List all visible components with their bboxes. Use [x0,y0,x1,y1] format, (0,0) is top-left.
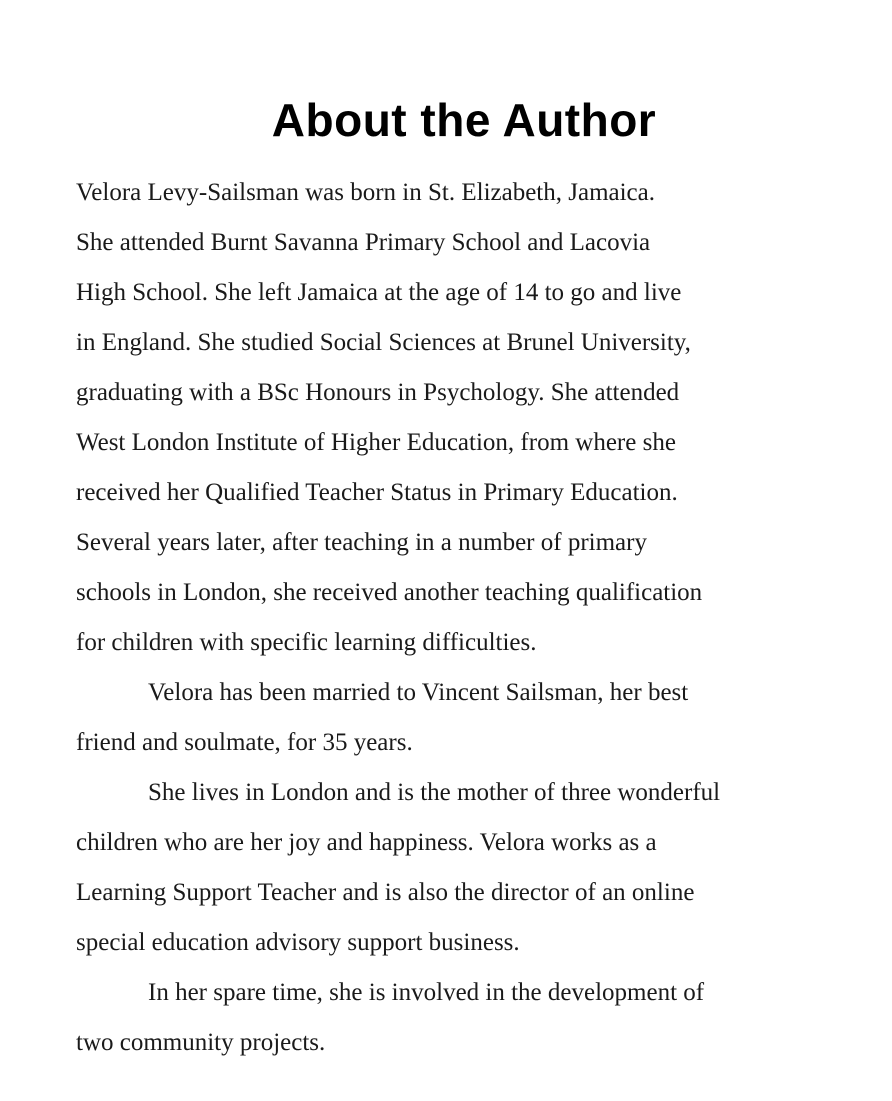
bio-line: She lives in London and is the mother of three wonderful [148,779,721,806]
author-bio [76,168,856,1068]
bio-line: received her Qualified Teacher Status in Primary Education. [76,479,678,506]
bio-line: friend and soulmate, for 35 years. [76,729,413,756]
bio-line: schools in London, she received another teaching qualification [76,579,703,606]
bio-line: children who are her joy and happiness. Velora works as a [76,829,657,856]
bio-line: Several years later, after teaching in a number of primary [76,529,647,556]
bio-line: West London Institute of Higher Education, from where she [76,429,676,456]
bio-line: Learning Support Teacher and is also the director of an online [76,879,695,906]
bio-line: High School. She left Jamaica at the age of 14 to go and live [76,279,682,306]
bio-line: for children with specific learning difficulties. [76,629,537,656]
bio-line: Velora Levy-Sailsman was born in St. Elizabeth, Jamaica. [76,179,656,206]
bio-line: Velora has been married to Vincent Sailsman, her best [148,679,689,706]
bio-line: in England. She studied Social Sciences at Brunel University, [76,329,691,356]
bio-line: two community projects. [76,1029,326,1056]
bio-line: graduating with a BSc Honours in Psychology. She attended [76,379,680,406]
bio-line: special education advisory support business. [76,929,520,956]
bio-line: She attended Burnt Savanna Primary School and Lacovia [76,229,651,256]
bio-line: In her spare time, she is involved in the development of [148,979,705,1006]
page-title: About the Author [271,93,657,146]
